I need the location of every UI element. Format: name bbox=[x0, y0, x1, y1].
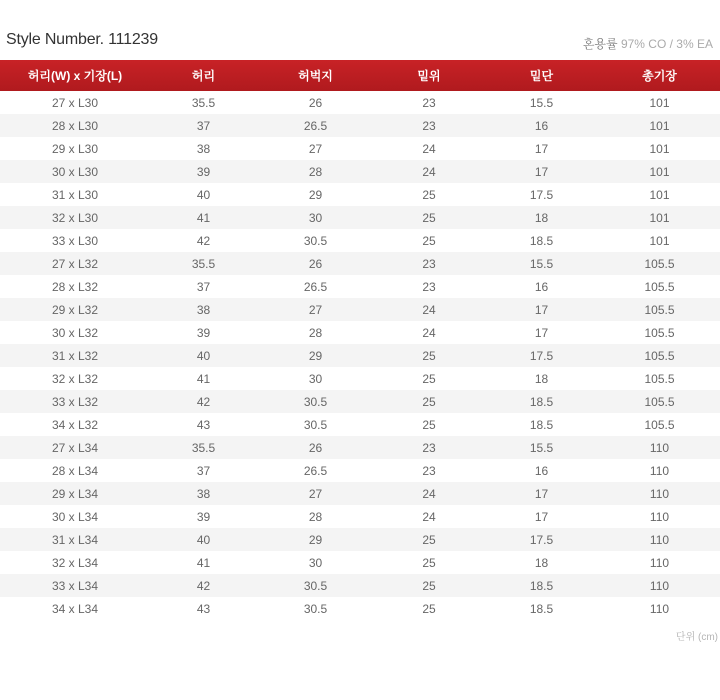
table-cell: 25 bbox=[422, 348, 436, 363]
table-cell: 32 x L30 bbox=[51, 210, 99, 225]
table-cell: 110 bbox=[649, 486, 670, 501]
table-row bbox=[0, 413, 720, 436]
table-cell: 16 bbox=[534, 279, 549, 294]
table-cell: 39 bbox=[196, 509, 211, 524]
table-cell: 18 bbox=[534, 555, 549, 570]
style-number-value: 111239 bbox=[108, 31, 158, 48]
table-cell: 17 bbox=[534, 302, 549, 317]
table-cell: 35.5 bbox=[191, 256, 216, 271]
table-cell: 40 bbox=[196, 532, 211, 547]
table-cell: 25 bbox=[422, 578, 436, 593]
table-cell: 18.5 bbox=[529, 233, 554, 248]
table-cell: 39 bbox=[196, 325, 211, 340]
table-cell: 26 bbox=[308, 440, 323, 455]
table-cell: 31 x L32 bbox=[51, 348, 99, 363]
table-cell: 27 x L34 bbox=[51, 440, 99, 455]
table-row bbox=[0, 436, 720, 459]
table-cell: 17 bbox=[534, 141, 549, 156]
table-cell: 41 bbox=[196, 555, 211, 570]
table-cell: 101 bbox=[649, 141, 670, 156]
table-cell: 30 x L32 bbox=[51, 325, 99, 340]
table-cell: 18.5 bbox=[529, 417, 554, 432]
table-cell: 23 bbox=[422, 256, 436, 271]
column-header: 밑단 bbox=[529, 69, 554, 83]
table-cell: 24 bbox=[422, 164, 436, 179]
table-cell: 17 bbox=[534, 509, 549, 524]
table-cell: 17 bbox=[534, 164, 549, 179]
table-cell: 25 bbox=[422, 233, 436, 248]
table-row bbox=[0, 574, 720, 597]
table-cell: 26.5 bbox=[303, 118, 328, 133]
table-cell: 105.5 bbox=[644, 394, 675, 409]
table-cell: 101 bbox=[649, 233, 670, 248]
table-cell: 33 x L32 bbox=[51, 394, 99, 409]
table-cell: 17.5 bbox=[529, 348, 554, 363]
table-row bbox=[0, 183, 720, 206]
table-cell: 30 x L34 bbox=[51, 509, 99, 524]
table-cell: 38 bbox=[196, 486, 211, 501]
table-cell: 27 x L32 bbox=[51, 256, 99, 271]
composition-label: 혼용률 bbox=[582, 37, 618, 51]
table-row bbox=[0, 321, 720, 344]
table-cell: 42 bbox=[196, 233, 211, 248]
table-cell: 32 x L34 bbox=[51, 555, 99, 570]
table-cell: 42 bbox=[196, 578, 211, 593]
table-cell: 27 x L30 bbox=[51, 95, 99, 110]
table-cell: 16 bbox=[534, 463, 549, 478]
table-cell: 17 bbox=[534, 486, 549, 501]
table-cell: 23 bbox=[422, 463, 436, 478]
table-cell: 25 bbox=[422, 555, 436, 570]
table-cell: 34 x L32 bbox=[51, 417, 99, 432]
column-header: 밑위 bbox=[417, 69, 441, 83]
table-row bbox=[0, 597, 720, 620]
table-header bbox=[0, 60, 720, 91]
table-cell: 28 x L30 bbox=[51, 118, 99, 133]
table-cell: 18.5 bbox=[529, 578, 554, 593]
table-cell: 29 bbox=[308, 187, 323, 202]
table-cell: 25 bbox=[422, 601, 436, 616]
table-row bbox=[0, 459, 720, 482]
table-cell: 29 x L30 bbox=[51, 141, 99, 156]
table-cell: 29 x L32 bbox=[51, 302, 99, 317]
table-cell: 17.5 bbox=[529, 187, 554, 202]
table-cell: 31 x L30 bbox=[51, 187, 99, 202]
table-cell: 41 bbox=[196, 371, 211, 386]
unit-note: 단위 (cm) bbox=[675, 632, 718, 643]
table-cell: 27 bbox=[308, 486, 323, 501]
table-cell: 101 bbox=[649, 95, 670, 110]
table-cell: 15.5 bbox=[529, 440, 554, 455]
table-cell: 30.5 bbox=[303, 601, 328, 616]
table-cell: 23 bbox=[422, 118, 436, 133]
table-cell: 101 bbox=[649, 210, 670, 225]
table-row bbox=[0, 137, 720, 160]
table-cell: 33 x L30 bbox=[51, 233, 99, 248]
table-row bbox=[0, 160, 720, 183]
table-cell: 105.5 bbox=[644, 256, 675, 271]
table-cell: 42 bbox=[196, 394, 211, 409]
table-cell: 40 bbox=[196, 348, 211, 363]
table-cell: 43 bbox=[196, 417, 211, 432]
table-cell: 40 bbox=[196, 187, 211, 202]
table-cell: 26.5 bbox=[303, 463, 328, 478]
table-cell: 30 bbox=[308, 210, 323, 225]
table-cell: 30.5 bbox=[303, 417, 328, 432]
table-cell: 26 bbox=[308, 95, 323, 110]
table-row bbox=[0, 252, 720, 275]
table-cell: 26 bbox=[308, 256, 323, 271]
table-cell: 18.5 bbox=[529, 601, 554, 616]
table-row bbox=[0, 114, 720, 137]
table-cell: 17 bbox=[534, 325, 549, 340]
table-cell: 105.5 bbox=[644, 371, 675, 386]
table-cell: 105.5 bbox=[644, 302, 675, 317]
table-cell: 15.5 bbox=[529, 256, 554, 271]
table-cell: 30.5 bbox=[303, 233, 328, 248]
table-cell: 18.5 bbox=[529, 394, 554, 409]
table-cell: 110 bbox=[649, 578, 670, 593]
table-cell: 18 bbox=[534, 210, 549, 225]
column-header: 총기장 bbox=[642, 69, 677, 83]
table-row bbox=[0, 390, 720, 413]
table-cell: 23 bbox=[422, 440, 436, 455]
style-number-label: Style Number. bbox=[6, 31, 104, 48]
table-cell: 23 bbox=[422, 95, 436, 110]
table-body bbox=[0, 91, 720, 620]
table-cell: 29 bbox=[308, 348, 323, 363]
table-cell: 31 x L34 bbox=[51, 532, 99, 547]
table-cell: 27 bbox=[308, 141, 323, 156]
table-row bbox=[0, 367, 720, 390]
table-cell: 30 bbox=[308, 371, 323, 386]
table-row bbox=[0, 91, 720, 114]
table-cell: 30 bbox=[308, 555, 323, 570]
table-cell: 27 bbox=[308, 302, 323, 317]
table-cell: 30.5 bbox=[303, 394, 328, 409]
table-cell: 35.5 bbox=[191, 95, 216, 110]
column-header: 허리 bbox=[191, 69, 216, 83]
table-cell: 24 bbox=[422, 141, 436, 156]
table-cell: 25 bbox=[422, 371, 436, 386]
table-cell: 41 bbox=[196, 210, 211, 225]
table-cell: 105.5 bbox=[644, 417, 675, 432]
table-cell: 38 bbox=[196, 141, 211, 156]
table-cell: 30 x L30 bbox=[51, 164, 99, 179]
table-row bbox=[0, 229, 720, 252]
table-row bbox=[0, 344, 720, 367]
table-cell: 28 bbox=[308, 325, 323, 340]
table-cell: 110 bbox=[649, 532, 670, 547]
table-cell: 25 bbox=[422, 532, 436, 547]
table-cell: 32 x L32 bbox=[51, 371, 99, 386]
table-cell: 24 bbox=[422, 486, 436, 501]
table-cell: 24 bbox=[422, 509, 436, 524]
table-row bbox=[0, 206, 720, 229]
table-cell: 29 bbox=[308, 532, 323, 547]
column-header: 허벅지 bbox=[298, 69, 333, 83]
column-header: 허리(W) x 기장(L) bbox=[27, 69, 123, 83]
table-cell: 24 bbox=[422, 325, 436, 340]
composition-value: 97% CO / 3% EA bbox=[620, 37, 713, 51]
table-cell: 28 x L34 bbox=[51, 463, 99, 478]
table-cell: 17.5 bbox=[529, 532, 554, 547]
style-number bbox=[6, 31, 158, 49]
table-cell: 35.5 bbox=[191, 440, 216, 455]
table-cell: 16 bbox=[534, 118, 549, 133]
table-cell: 30.5 bbox=[303, 578, 328, 593]
table-row bbox=[0, 482, 720, 505]
table-cell: 38 bbox=[196, 302, 211, 317]
table-cell: 33 x L34 bbox=[51, 578, 99, 593]
table-cell: 37 bbox=[196, 279, 211, 294]
table-row bbox=[0, 528, 720, 551]
table-cell: 26.5 bbox=[303, 279, 328, 294]
table-cell: 34 x L34 bbox=[51, 601, 99, 616]
table-cell: 105.5 bbox=[644, 348, 675, 363]
table-cell: 23 bbox=[422, 279, 436, 294]
table-row bbox=[0, 551, 720, 574]
size-chart-table bbox=[0, 60, 720, 620]
table-cell: 105.5 bbox=[644, 279, 675, 294]
table-header-row bbox=[0, 60, 720, 91]
table-cell: 25 bbox=[422, 417, 436, 432]
table-cell: 18 bbox=[534, 371, 549, 386]
table-cell: 37 bbox=[196, 463, 211, 478]
table-cell: 105.5 bbox=[644, 325, 675, 340]
table-cell: 24 bbox=[422, 302, 436, 317]
table-cell: 110 bbox=[649, 463, 670, 478]
table-cell: 25 bbox=[422, 187, 436, 202]
table-cell: 110 bbox=[649, 440, 670, 455]
table-cell: 37 bbox=[196, 118, 211, 133]
table-cell: 15.5 bbox=[529, 95, 554, 110]
table-cell: 43 bbox=[196, 601, 211, 616]
table-cell: 28 x L32 bbox=[51, 279, 99, 294]
table-cell: 39 bbox=[196, 164, 211, 179]
table-row bbox=[0, 275, 720, 298]
table-cell: 25 bbox=[422, 394, 436, 409]
table-row bbox=[0, 505, 720, 528]
table-cell: 110 bbox=[649, 601, 670, 616]
table-cell: 110 bbox=[649, 555, 670, 570]
page-header bbox=[0, 0, 720, 60]
table-cell: 110 bbox=[649, 509, 670, 524]
table-cell: 25 bbox=[422, 210, 436, 225]
table-cell: 29 x L34 bbox=[51, 486, 99, 501]
fabric-composition bbox=[583, 35, 713, 52]
table-row bbox=[0, 298, 720, 321]
table-cell: 101 bbox=[649, 164, 670, 179]
table-cell: 101 bbox=[649, 187, 670, 202]
table-cell: 101 bbox=[649, 118, 670, 133]
table-cell: 28 bbox=[308, 509, 323, 524]
table-cell: 28 bbox=[308, 164, 323, 179]
